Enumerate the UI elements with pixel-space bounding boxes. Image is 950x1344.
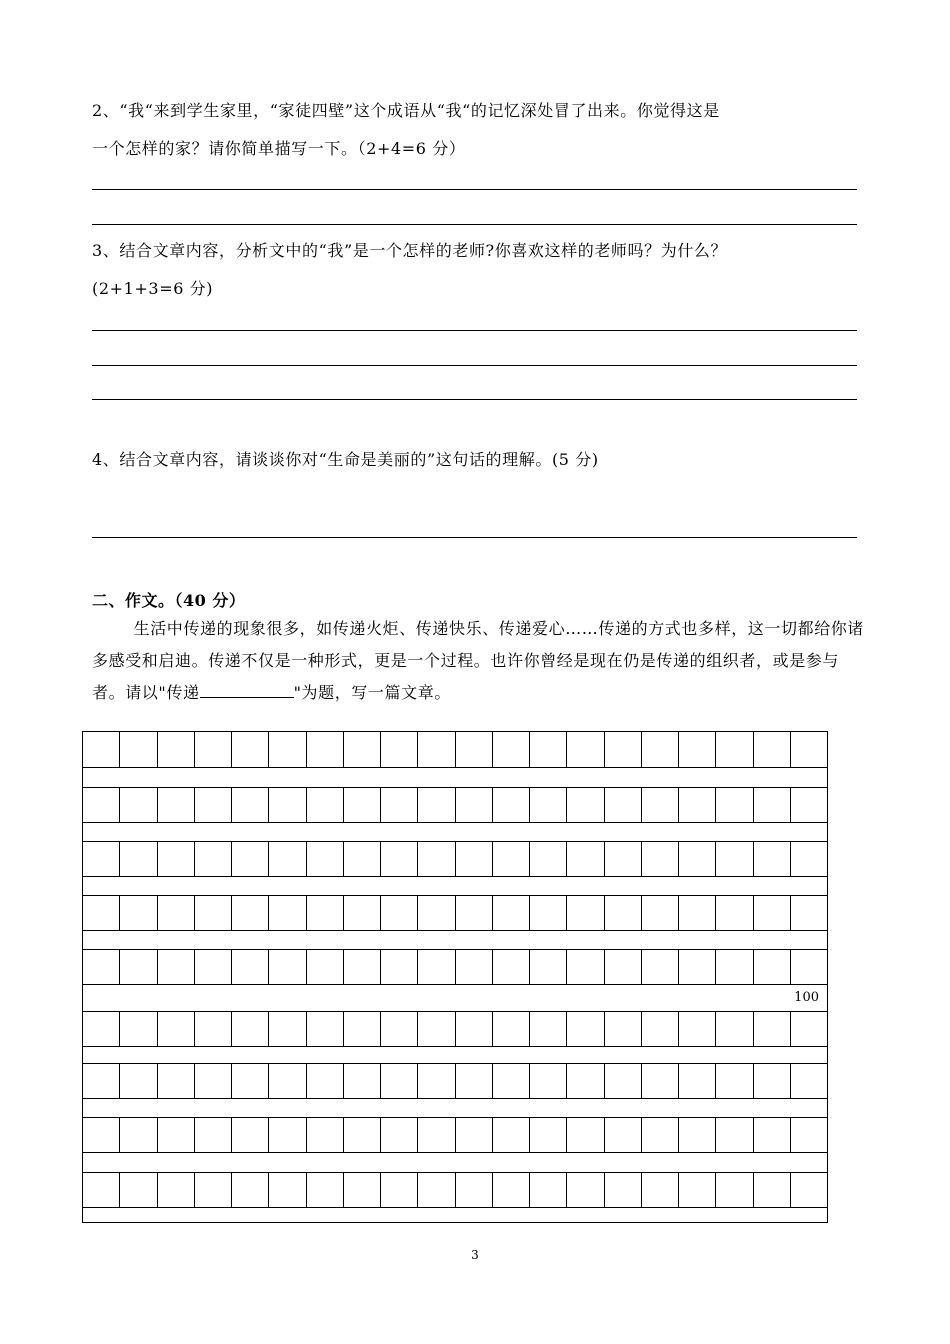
answer-line[interactable] (92, 365, 857, 366)
answer-line[interactable] (92, 399, 857, 400)
grid-row[interactable] (83, 895, 827, 931)
grid-cell[interactable] (455, 896, 492, 930)
grid-cell[interactable] (678, 788, 715, 822)
grid-cell[interactable] (268, 842, 305, 876)
grid-cell[interactable] (417, 1173, 454, 1207)
grid-cell[interactable] (678, 842, 715, 876)
grid-cell[interactable] (641, 896, 678, 930)
grid-row[interactable] (83, 1063, 827, 1099)
grid-cell[interactable] (455, 732, 492, 767)
grid-cell[interactable] (790, 788, 827, 822)
grid-cell[interactable] (604, 732, 641, 767)
grid-cell[interactable] (306, 732, 343, 767)
grid-cell[interactable] (790, 1118, 827, 1152)
grid-cell[interactable] (343, 950, 380, 984)
grid-cell[interactable] (492, 896, 529, 930)
grid-cell[interactable] (641, 732, 678, 767)
grid-cell[interactable] (343, 842, 380, 876)
grid-cell[interactable] (343, 896, 380, 930)
grid-cell[interactable] (566, 788, 603, 822)
grid-cell[interactable] (343, 1118, 380, 1152)
grid-cell[interactable] (715, 950, 752, 984)
grid-cell[interactable] (566, 1118, 603, 1152)
grid-cell[interactable] (753, 896, 790, 930)
grid-cell[interactable] (231, 896, 268, 930)
grid-cell[interactable] (268, 1118, 305, 1152)
grid-cell[interactable] (455, 950, 492, 984)
grid-cell[interactable] (753, 950, 790, 984)
grid-cell[interactable] (157, 788, 194, 822)
grid-cell[interactable] (678, 1173, 715, 1207)
grid-cell[interactable] (83, 732, 119, 767)
grid-cell[interactable] (678, 896, 715, 930)
essay-heading: 二、作文。（40 分） (92, 591, 246, 610)
grid-cell[interactable] (715, 788, 752, 822)
grid-cell[interactable] (604, 788, 641, 822)
grid-cell[interactable] (194, 1118, 231, 1152)
question-3-line1: 3、结合文章内容，分析文中的“我”是一个怎样的老师?你喜欢这样的老师吗？为什么？ (92, 241, 728, 260)
grid-cell[interactable] (790, 1173, 827, 1207)
grid-cell[interactable] (529, 1118, 566, 1152)
grid-cell[interactable] (231, 1064, 268, 1098)
grid-cell[interactable] (753, 732, 790, 767)
grid-cell[interactable] (157, 1173, 194, 1207)
grid-row[interactable] (83, 787, 827, 823)
grid-cell[interactable] (343, 732, 380, 767)
grid-cell[interactable] (529, 788, 566, 822)
grid-cell[interactable] (455, 1012, 492, 1046)
grid-cell[interactable] (157, 842, 194, 876)
grid-cell[interactable] (194, 788, 231, 822)
grid-cell[interactable] (157, 896, 194, 930)
grid-cell[interactable] (83, 1064, 119, 1098)
grid-cell[interactable] (641, 950, 678, 984)
grid-cell[interactable] (380, 896, 417, 930)
answer-line[interactable] (92, 330, 857, 331)
grid-cell[interactable] (194, 1173, 231, 1207)
grid-cell[interactable] (678, 1118, 715, 1152)
grid-cell[interactable] (194, 842, 231, 876)
grid-cell[interactable] (566, 1012, 603, 1046)
grid-cell[interactable] (417, 788, 454, 822)
grid-cell[interactable] (529, 842, 566, 876)
grid-cell[interactable] (119, 896, 156, 930)
grid-cell[interactable] (231, 1173, 268, 1207)
grid-cell[interactable] (194, 732, 231, 767)
grid-cell[interactable] (715, 1064, 752, 1098)
grid-cell[interactable] (455, 1173, 492, 1207)
grid-cell[interactable] (790, 1012, 827, 1046)
grid-cell[interactable] (790, 950, 827, 984)
grid-cell[interactable] (492, 842, 529, 876)
grid-cell[interactable] (83, 1118, 119, 1152)
grid-cell[interactable] (231, 950, 268, 984)
grid-cell[interactable] (715, 1173, 752, 1207)
grid-cell[interactable] (492, 1064, 529, 1098)
grid-cell[interactable] (566, 732, 603, 767)
grid-cell[interactable] (753, 1012, 790, 1046)
grid-cell[interactable] (194, 1012, 231, 1046)
grid-cell[interactable] (678, 732, 715, 767)
grid-cell[interactable] (641, 1118, 678, 1152)
grid-cell[interactable] (753, 788, 790, 822)
grid-cell[interactable] (455, 842, 492, 876)
grid-cell[interactable] (83, 1012, 119, 1046)
essay-prompt (92, 613, 864, 709)
grid-cell[interactable] (417, 842, 454, 876)
grid-cell[interactable] (380, 732, 417, 767)
grid-cell[interactable] (343, 1012, 380, 1046)
grid-cell[interactable] (119, 1064, 156, 1098)
grid-cell[interactable] (343, 1173, 380, 1207)
question-2-line1: 2、“我“来到学生家里，“家徒四壁”这个成语从“我“的记忆深处冒了出来。你觉得这是 (92, 101, 720, 120)
grid-cell[interactable] (715, 1012, 752, 1046)
grid-cell[interactable] (455, 788, 492, 822)
grid-cell[interactable] (753, 1173, 790, 1207)
grid-cell[interactable] (83, 896, 119, 930)
grid-cell[interactable] (529, 896, 566, 930)
grid-cell[interactable] (790, 1064, 827, 1098)
grid-cell[interactable] (306, 1064, 343, 1098)
grid-cell[interactable] (641, 1173, 678, 1207)
grid-row[interactable] (83, 1117, 827, 1153)
grid-cell[interactable] (119, 950, 156, 984)
composition-grid (82, 731, 828, 1223)
grid-cell[interactable] (83, 1173, 119, 1207)
grid-cell[interactable] (492, 950, 529, 984)
grid-cell[interactable] (753, 1064, 790, 1098)
grid-cell[interactable] (306, 1118, 343, 1152)
grid-cell[interactable] (268, 896, 305, 930)
grid-cell[interactable] (492, 1118, 529, 1152)
grid-cell[interactable] (268, 1012, 305, 1046)
grid-cell[interactable] (231, 788, 268, 822)
grid-cell[interactable] (715, 896, 752, 930)
grid-cell[interactable] (231, 1118, 268, 1152)
grid-cell[interactable] (641, 1064, 678, 1098)
question-3-line2: (2+1+3=6 分) (92, 279, 214, 298)
answer-line[interactable] (92, 537, 857, 538)
grid-cell[interactable] (194, 1064, 231, 1098)
grid-cell[interactable] (119, 1173, 156, 1207)
grid-cell[interactable] (455, 1064, 492, 1098)
grid-cell[interactable] (715, 1118, 752, 1152)
grid-cell[interactable] (157, 1012, 194, 1046)
grid-cell[interactable] (157, 732, 194, 767)
grid-cell[interactable] (194, 950, 231, 984)
grid-cell[interactable] (306, 788, 343, 822)
grid-cell[interactable] (604, 1064, 641, 1098)
grid-cell[interactable] (604, 1173, 641, 1207)
answer-line[interactable] (92, 189, 857, 190)
grid-cell[interactable] (306, 1173, 343, 1207)
grid-cell[interactable] (380, 1118, 417, 1152)
grid-row[interactable] (83, 841, 827, 877)
grid-cell[interactable] (231, 732, 268, 767)
grid-cell[interactable] (306, 950, 343, 984)
page-number: 3 (471, 1248, 479, 1262)
grid-cell[interactable] (157, 1118, 194, 1152)
question-2 (92, 92, 862, 168)
grid-cell[interactable] (83, 788, 119, 822)
grid-cell[interactable] (380, 1064, 417, 1098)
grid-cell[interactable] (529, 950, 566, 984)
grid-cell[interactable] (380, 1173, 417, 1207)
grid-cell[interactable] (678, 1012, 715, 1046)
grid-cell[interactable] (753, 1118, 790, 1152)
grid-cell[interactable] (380, 842, 417, 876)
grid-cell[interactable] (790, 842, 827, 876)
grid-cell[interactable] (715, 732, 752, 767)
grid-cell[interactable] (604, 896, 641, 930)
grid-cell[interactable] (604, 1012, 641, 1046)
question-2-line2: 一个怎样的家？请你简单描写一下。（2+4=6 分） (92, 139, 466, 158)
grid-cell[interactable] (678, 1064, 715, 1098)
grid-cell[interactable] (678, 950, 715, 984)
grid-cell[interactable] (417, 1064, 454, 1098)
grid-cell[interactable] (566, 842, 603, 876)
grid-cell[interactable] (604, 950, 641, 984)
grid-cell[interactable] (343, 1064, 380, 1098)
grid-cell[interactable] (119, 1118, 156, 1152)
grid-cell[interactable] (492, 732, 529, 767)
grid-cell[interactable] (380, 950, 417, 984)
question-4-line1: 4、结合文章内容，请谈谈你对“生命是美丽的”这句话的理解。(5 分) (92, 450, 599, 469)
grid-cell[interactable] (455, 1118, 492, 1152)
grid-cell[interactable] (715, 842, 752, 876)
grid-cell[interactable] (641, 1012, 678, 1046)
essay-prompt-end: "为题，写一篇文章。 (293, 683, 451, 702)
grid-cell[interactable] (306, 896, 343, 930)
grid-cell[interactable] (119, 732, 156, 767)
grid-cell[interactable] (306, 842, 343, 876)
grid-cell[interactable] (641, 842, 678, 876)
grid-cell[interactable] (119, 788, 156, 822)
grid-cell[interactable] (194, 896, 231, 930)
grid-cell[interactable] (157, 950, 194, 984)
essay-prompt-text: 生活中传递的现象很多，如传递火炬、传递快乐、传递爱心……传递的方式也多样，这一切都给你诸多感受和启迪。传递不仅是一种形式，更是一个过程。也许你曾经是现在仍是传递的组织者，或是参与者。请以"传递 (92, 619, 864, 702)
grid-cell[interactable] (604, 842, 641, 876)
grid-cell[interactable] (157, 1064, 194, 1098)
grid-cell[interactable] (529, 1064, 566, 1098)
grid-cell[interactable] (417, 896, 454, 930)
grid-cell[interactable] (492, 788, 529, 822)
grid-cell[interactable] (268, 1173, 305, 1207)
grid-cell[interactable] (380, 1012, 417, 1046)
grid-cell[interactable] (790, 896, 827, 930)
question-4 (92, 441, 862, 479)
grid-cell[interactable] (83, 950, 119, 984)
grid-cell[interactable] (343, 788, 380, 822)
grid-cell[interactable] (566, 950, 603, 984)
grid-cell[interactable] (529, 1012, 566, 1046)
grid-row[interactable] (83, 949, 827, 985)
grid-cell[interactable] (566, 1173, 603, 1207)
grid-cell[interactable] (492, 1012, 529, 1046)
grid-cell[interactable] (417, 732, 454, 767)
grid-cell[interactable] (268, 1064, 305, 1098)
grid-row[interactable] (83, 732, 827, 768)
question-3 (92, 232, 862, 308)
grid-cell[interactable] (641, 788, 678, 822)
grid-cell[interactable] (119, 1012, 156, 1046)
grid-cell[interactable] (417, 1118, 454, 1152)
grid-cell[interactable] (119, 842, 156, 876)
grid-cell[interactable] (790, 732, 827, 767)
grid-cell[interactable] (268, 788, 305, 822)
grid-cell[interactable] (83, 842, 119, 876)
word-count-marker: 100 (794, 990, 819, 1005)
grid-row[interactable] (83, 1011, 827, 1047)
grid-cell[interactable] (306, 1012, 343, 1046)
grid-cell[interactable] (529, 1173, 566, 1207)
grid-cell[interactable] (529, 732, 566, 767)
grid-cell[interactable] (268, 950, 305, 984)
answer-line[interactable] (92, 224, 857, 225)
grid-cell[interactable] (231, 842, 268, 876)
grid-cell[interactable] (380, 788, 417, 822)
grid-cell[interactable] (753, 842, 790, 876)
grid-row[interactable] (83, 1172, 827, 1208)
title-blank[interactable] (200, 683, 294, 698)
grid-cell[interactable] (268, 732, 305, 767)
grid-cell[interactable] (231, 1012, 268, 1046)
grid-cell[interactable] (566, 1064, 603, 1098)
grid-cell[interactable] (604, 1118, 641, 1152)
grid-cell[interactable] (492, 1173, 529, 1207)
grid-cell[interactable] (417, 950, 454, 984)
grid-cell[interactable] (417, 1012, 454, 1046)
grid-cell[interactable] (566, 896, 603, 930)
